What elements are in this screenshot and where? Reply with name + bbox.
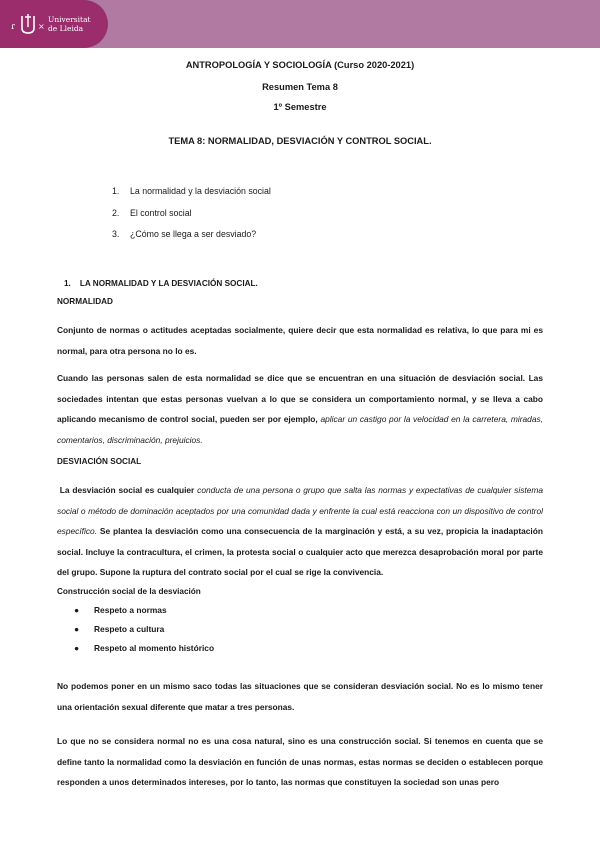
logo-line-2: de Lleida	[48, 24, 84, 33]
course-title: ANTROPOLOGÍA Y SOCIOLOGÍA (Curso 2020-2021)	[185, 60, 415, 70]
paragraph-construccion-social: Lo que no se considera normal no es una cosa natural, sino es una construcción social. Si tenemos en cuenta que se define tanto la normalidad como la desviación en función de unas normas, estas normas se deciden o establecen porque responden a unos determinados intereses, por lo tanto, las normas que constituyen la sociedad son unas pero	[57, 736, 543, 787]
toc-item: 2. El control social	[112, 208, 192, 218]
topic-title: TEMA 8: NORMALIDAD, DESVIACIÓN Y CONTROL SOCIAL.	[168, 136, 432, 146]
semester-title: 1º Semestre	[273, 102, 327, 112]
svg-text:ɾ: ɾ	[11, 22, 16, 32]
list-item: ● Respeto al momento histórico	[74, 643, 215, 653]
list-item: ● Respeto a cultura	[74, 624, 165, 634]
summary-title: Resumen Tema 8	[262, 82, 338, 92]
normalidad-heading: NORMALIDAD	[57, 297, 113, 306]
svg-text:×: ×	[38, 22, 45, 31]
university-logo	[0, 0, 108, 48]
toc-item: 1. La normalidad y la desviación social	[112, 186, 271, 196]
paragraph-desviacion-definition: La desviación social es cualquier conducta de una persona o grupo que salta las normas y expectativas de cualquier sistema social o método de dominación aceptados por una comunidad dada y enfrente la cual está reacciona con un dispositivo de control específico. Se plantea la desviación como una consecuencia de la marginación y está, a su vez, propicia la inadaptación social. Incluye la contracultura, el crimen, la protesta social o cualquier acto que merezca desaprobación moral por parte del grupo. Supone la ruptura del contrato social por el cual se rige la convivencia.	[57, 485, 544, 577]
paragraph-situaciones: No podemos poner en un mismo saco todas las situaciones que se consideran desviación social. No es lo mismo tener una orientación sexual diferente que matar a tres personas.	[57, 681, 543, 712]
desviacion-heading: DESVIACIÓN SOCIAL	[57, 457, 142, 466]
university-emblem-icon	[10, 13, 46, 35]
paragraph-normalidad: Conjunto de normas o actitudes aceptadas socialmente, quiere decir que esta normalidad es relativa, lo que para mi es normal, para otra persona no lo es.	[57, 325, 543, 356]
section-heading: 1. LA NORMALIDAD Y LA DESVIACIÓN SOCIAL.	[64, 279, 258, 288]
paragraph-desviacion-intro: Cuando las personas salen de esta normalidad se dice que se encuentran en una situación de desviación social. Las sociedades intentan que estas personas vuelvan a lo que se considera un comportamiento normal, y se lleva a cabo aplicando mecanismo de control social, pueden ser por ejemplo, aplicar un castigo por la velocidad en la carretera, miradas, comentarios, discriminación, prejuicios.	[57, 373, 543, 445]
logo-line-1: Universitat	[48, 15, 91, 24]
construccion-label: Construcción social de la desviación	[57, 587, 201, 596]
list-item: ● Respeto a normas	[74, 605, 167, 615]
toc-item: 3. ¿Cómo se llega a ser desviado?	[112, 229, 257, 239]
